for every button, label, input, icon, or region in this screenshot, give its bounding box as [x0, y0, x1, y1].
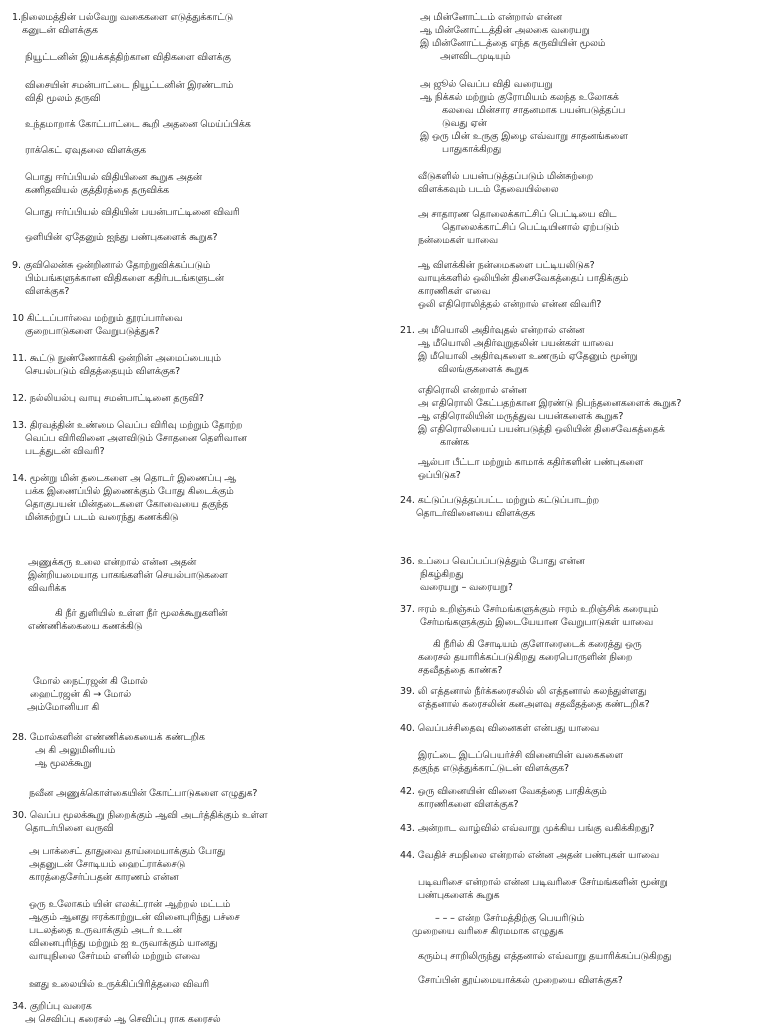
question-line: சேர்மங்களுக்கும் இடையேயான வேறுபாடுகள் யாவை [420, 617, 654, 628]
question-line: விலங்குகளைக் கூறுக [438, 364, 529, 375]
question-line: வரையறு – வரையறு? [420, 582, 513, 593]
question-line: அ பாக்சைட் தாதுவை தாய்மையாக்கும் போது [29, 846, 226, 857]
question-line: வெப்ப விரிவினை அளவிடும் சோதனை தெளிவான [25, 433, 247, 444]
question-line: அ செவிப்பு கரைசல் ஆ செவிப்பு ராக கரைசல் [25, 1014, 221, 1025]
question-line: காரணிகள் எவை [418, 286, 491, 297]
question-line: அளவிடமுடியும் [440, 51, 511, 62]
question-line: தகுந்த எடுத்துக்காட்டுடன் விளக்குக? [413, 763, 569, 774]
question-line: கரைசல் தயாரிக்கப்படுகிறது கரைபொருளின் நிறை [418, 652, 633, 663]
question-line: 40. வெப்பச்சிதைவு வினைகள் என்பது யாவை [400, 723, 600, 734]
question-line: இ மீயொலி அதிர்வுகளை உணரும் ஏதேனும் மூன்று [418, 351, 638, 362]
question-line: 11. கூட்டு நுண்ணோக்கி ஒன்றின் அமைப்பையும் [12, 353, 221, 364]
question-line: பொது ஈர்ப்பியல் விதியினை கூறுக அதன் [25, 172, 203, 183]
question-line: எதிரொலி என்றால் என்ன [418, 385, 527, 396]
question-line: ஒலி எதிரொலித்தல் என்றால் என்ன விவரி? [418, 299, 602, 310]
question-line: இ எதிரொலியைப் பயன்படுத்தி ஒலியின் திசைவேகத்தைக் [418, 424, 665, 435]
question-line: தொலைக்காட்சிப் பெட்டியினால் ஏற்படும் [442, 222, 620, 233]
question-line: காரத்தைசேர்ப்பதன் காரணம் என்ன [29, 872, 179, 883]
question-line: வீடுகளில் பயன்படுத்தப்படும் மின்சுற்றை [418, 171, 594, 182]
question-line: பண்புகளைக் கூறுக [418, 890, 500, 901]
question-line: மின்சுற்றுப் படம் வரைந்து கணக்கிடு [25, 512, 179, 523]
question-line: காண்க [440, 437, 469, 448]
question-line: எண்ணிக்கையை கணக்கிடு [28, 621, 143, 632]
question-line: தொடர்பினை வருவி [25, 823, 114, 834]
question-line: செயல்படும் விதத்தையும் விளக்குக? [25, 366, 181, 377]
question-line: ஒரு உலோகம் யின் எலக்ட்ரான் ஆற்றல் மட்டம் [29, 899, 231, 910]
question-line: ஆ நிக்கல் மற்றும் குரோமியம் கலந்த உலோகக் [420, 92, 619, 103]
question-line: கரும்பு சாறிலிருந்து எத்தனால் எவ்வாறு தயாரிக்கப்படுகிறது [418, 951, 672, 962]
right-question-column [384, 0, 768, 1024]
question-line: ஆ மூலக்கூறு [35, 758, 92, 769]
question-line: கி நீர் துளியில் உள்ள நீர் மூலக்கூறுகளின் [55, 608, 228, 619]
question-line: ஆ மீயொலி அதிர்வுறுதலின் பயன்கள் யாவை [418, 338, 614, 349]
question-line: ஹைட்ரஜன் கி → மோல் [30, 689, 132, 700]
question-line: நன்மைகள் யாவை [418, 235, 499, 246]
question-line: 12. நல்லியல்பு வாயு சமன்பாட்டினை தருவி? [12, 393, 204, 404]
question-line: அ கி அலுமினியம் [35, 745, 116, 756]
question-line: விவரிக்க [28, 583, 67, 594]
question-line: படத்துடன் விவரி? [25, 446, 105, 457]
question-line: 21. அ மீயொலி அதிர்வுதல் என்றால் என்ன [400, 325, 585, 336]
question-line: அம்மோனியா கி [27, 702, 100, 713]
question-line: ஆகும் ஆனது ஈரக்காற்றுடன் வினைபுரிந்து பச்சை [29, 912, 240, 923]
question-line: நிகழ்கிறது [420, 569, 464, 580]
question-line: பிம்பங்களுக்கான விதிகளை கதிர்படங்களுடன் [25, 273, 225, 284]
question-line: காரணிகளை விளக்குக? [418, 799, 519, 810]
question-line: நியூட்டனின் இயக்கத்திற்கான விதிகளை விளக்கு [25, 52, 231, 63]
question-line: அ சாதாரண தொலைக்காட்சிப் பெட்டியை விட [418, 209, 617, 220]
question-line: 24. கட்டுப்படுத்தப்பட்ட மற்றும் கட்டுப்பாடற்ற [400, 495, 599, 506]
question-line: தொகுபயன் மின்தடைகளை கோவையை தகுந்த [25, 499, 229, 510]
question-line: உந்தமாறாக் கோட்பாட்டை கூறி அதனை மெய்ப்பிக்க [25, 119, 251, 130]
question-line: 34. குறிப்பு வரைக [12, 1001, 92, 1012]
question-line: எத்தனால் கரைசலின் கனஅளவு சதவீதத்தை கண்டறிக? [418, 699, 650, 710]
question-line: 37. ஈரம் உறிஞ்சும் சேர்மங்களுக்கும் ஈரம் உறிஞ்சிக் கரையும் [400, 604, 659, 615]
question-line: 43. அன்றாட வாழ்வில் எவ்வாறு முக்கிய பங்கு வகிக்கிறது? [400, 823, 655, 834]
left-question-column [0, 0, 384, 1024]
question-line: டுவது ஏன் [442, 118, 487, 129]
question-line: – – – என்ற சேர்மத்திற்கு பெயரிடும் [435, 913, 585, 924]
question-line: கி நீரில் கி சோடியம் குளோரைடைக் கரைத்து ஒரு [433, 639, 642, 650]
question-line: 39. லி எத்தனால் நீர்க்கரைசலில் லி எத்தனால் கலந்துள்ளது [400, 686, 647, 697]
question-line: இன்றியமையாத பாகங்களின் செயல்பாடுகளை [28, 570, 228, 581]
question-line: ஒப்பிடுக? [418, 470, 461, 481]
question-line: விளக்குக? [25, 286, 70, 297]
question-line: விசையின் சமன்பாட்டை நியூட்டனின் இரண்டாம் [25, 80, 234, 91]
question-line: கணிதவியல் குத்திரத்தை தருவிக்க [25, 185, 169, 196]
question-line: வினைபுரிந்து மற்றும் ஐ உருவாக்கும் யானது [29, 938, 218, 949]
question-line: அணுக்கரு உலை என்றால் என்ன அதன் [28, 557, 197, 568]
question-line: தொடர்வினையை விளக்குக [416, 508, 535, 519]
question-line: அ எதிரொலி கேட்பதற்கான இரண்டு நிபந்தனைகளைக் கூறுக? [418, 398, 682, 409]
question-line: கலவை மின்சார சாதனமாக பயன்படுத்தப்ப [442, 105, 626, 116]
question-line: நவீன அணுக்கொள்கையின் கோட்பாடுகளை எழுதுக? [29, 788, 258, 799]
question-line: 1.நிலைமத்தின் பல்வேறு வகைகளை எடுத்துக்காட்டு [12, 12, 234, 23]
question-line: 13. திரவத்தின் உண்மை வெப்ப விரிவு மற்றும் தோற்ற [12, 420, 243, 431]
question-line: பொது ஈர்ப்பியல் விதியின் பயன்பாட்டினை விவரி [25, 207, 240, 218]
question-line: 14. மூன்று மின் தடைகளை அ தொடர் இணைப்பு ஆ [12, 473, 237, 484]
question-line: பாதுகாக்கிறது [442, 144, 502, 155]
question-line: வாயுநிலை சேர்மம் எனில் மற்றும் எவை [29, 951, 201, 962]
question-line: சோப்பின் தூய்மையாக்கல் முறையை விளக்குக? [418, 975, 623, 986]
question-line: குறைபாடுகளை வேறுபடுத்துக? [25, 326, 160, 337]
question-line: படிவரிசை என்றால் என்ன படிவரிசை சேர்மங்களின் மூன்று [418, 877, 668, 888]
question-line: 9. குவிலென்சு ஒன்றினால் தோற்றுவிக்கப்படும் [12, 260, 211, 271]
question-line: 30. வெப்ப மூலக்கூறு நிறைக்கும் ஆவி அடர்த்திக்கும் உள்ள [12, 810, 268, 821]
question-line: 36. உப்பை வெப்பப்படுத்தும் போது என்ன [400, 556, 585, 567]
question-line: 28. மோல்களின் எண்ணிக்கையைக் கண்டறிக [12, 732, 205, 743]
question-line: சதவீதத்தை காண்க? [418, 665, 503, 676]
question-line: ஆ விளக்கின் நன்மைகளை பட்டியலிடுக? [418, 260, 595, 271]
question-line: 10 கிட்டப்பார்வை மற்றும் தூரப்பார்வை [12, 313, 183, 324]
question-line: அ ஜூல் வெப்ப விதி வரையறு [420, 79, 553, 90]
question-line: ஆ மின்னோட்டத்தின் அலகை வரையறு [420, 25, 590, 36]
question-line: இரட்டை இடப்பெயர்ச்சி வினையின் வகைகளை [418, 750, 623, 761]
question-line: 44. வேதிச் சமநிலை என்றால் என்ன அதன் பண்புகள் யாவை [400, 850, 660, 861]
question-line: முறையை வரிசை கிரமமாக எழுதுக [412, 926, 564, 937]
question-line: ஆல்பா பீட்டா மற்றும் காமாக் கதிர்களின் பண்புகளை [418, 457, 644, 468]
question-line: ஊது உலையில் உருக்கிப்பிரித்தலை விவரி [29, 979, 210, 990]
question-line: விளக்கவும் படம் தேவையில்லை [418, 184, 559, 195]
question-line: இ மின்னோட்டத்தை எந்த கருவியின் மூலம் [420, 38, 606, 49]
question-line: படலத்தை உருவாக்கும் அடர் உடன் [29, 925, 183, 936]
question-line: விதி மூலம் தருவி [25, 93, 101, 104]
question-line: 42. ஒரு வினையின் வினை வேகத்தை பாதிக்கும் [400, 786, 607, 797]
question-line: கனுடன் விளக்குக [22, 25, 98, 36]
question-line: அ மின்னோட்டம் என்றால் என்ன [420, 12, 562, 23]
question-line: ராக்கெட் ஏவுதலை விளக்குக [25, 145, 146, 156]
question-line: வாயுக்களில் ஒலியின் திசைவேகத்தைப் பாதிக்கும் [418, 273, 629, 284]
question-line: ஒளியின் ஏதேனும் ஐந்து பண்புகளைக் கூறுக? [25, 232, 218, 243]
question-line: பக்க இணைப்பில் இணைக்கும் போது கிடைக்கும் [25, 486, 234, 497]
question-line: ஆ எதிரொலியின் மருத்துவ பயன்களைக் கூறுக? [418, 411, 624, 422]
question-line: அதனுடன் சோடியம் ஹைட்ராக்சைடு [29, 859, 186, 870]
question-line: இ ஒரு மின் உருகு இழை எவ்வாறு சாதனங்களை [420, 131, 628, 142]
question-line: மோல் நைட்ரஜன் கி மோல் [33, 676, 148, 687]
